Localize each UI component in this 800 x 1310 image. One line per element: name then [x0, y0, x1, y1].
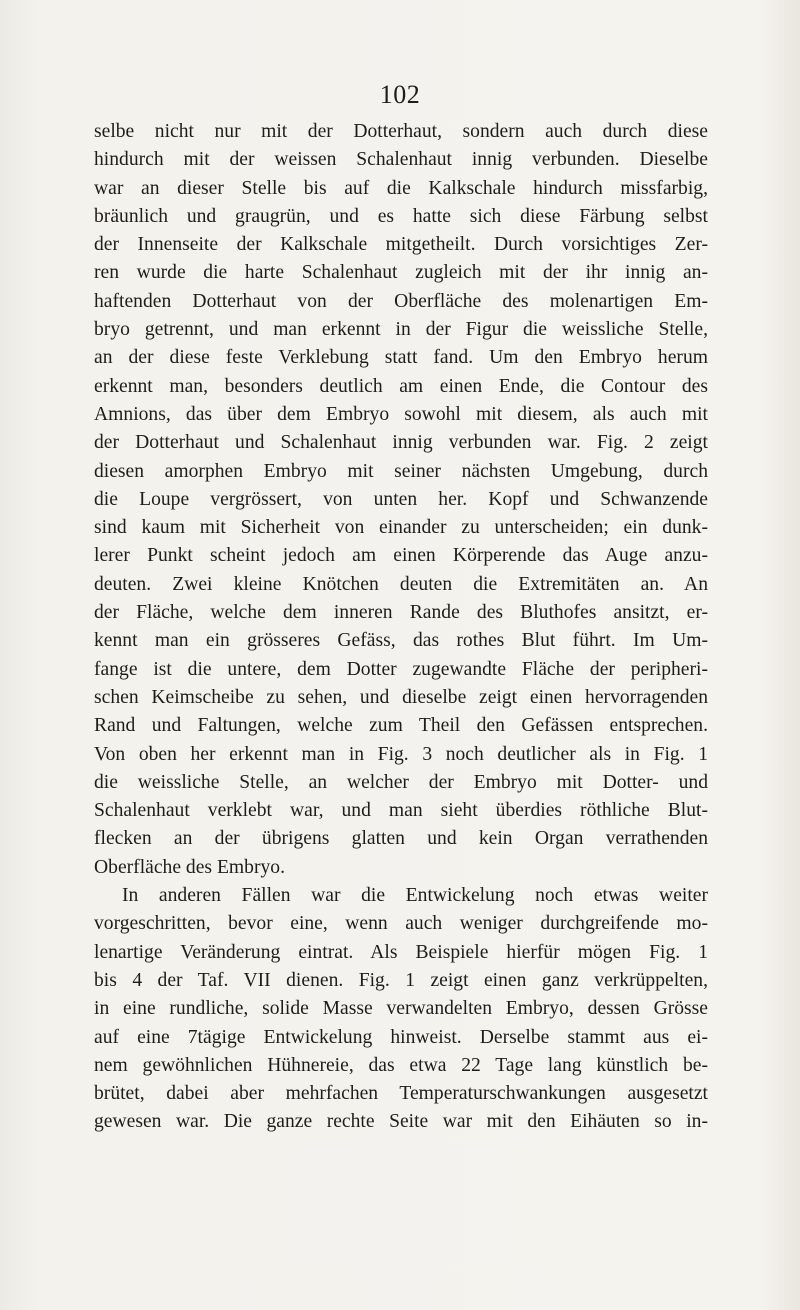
text-line: der Innenseite der Kalkschale mitgetheilt. Durch vorsichtiges Zer-	[94, 234, 708, 256]
text-line-paragraph-start: In anderen Fällen war die Entwickelung noch etwas weiter	[122, 885, 708, 907]
text-line: war an dieser Stelle bis auf die Kalkschale hindurch missfarbig,	[94, 177, 708, 199]
text-line: lerer Punkt scheint jedoch am einen Körperende das Auge anzu-	[94, 545, 708, 567]
text-line: nem gewöhnlichen Hühnereie, das etwa 22 Tage lang künstlich be-	[94, 1054, 708, 1076]
text-line: vorgeschritten, bevor eine, wenn auch weniger durchgreifende mo-	[94, 913, 708, 935]
text-line: Rand und Faltungen, welche zum Theil den Gefässen entsprechen.	[94, 715, 708, 737]
text-line: deuten. Zwei kleine Knötchen deuten die Extremitäten an. An	[94, 573, 708, 595]
text-line: erkennt man, besonders deutlich am einen Ende, die Contour des	[94, 375, 708, 397]
text-line: an der diese feste Verklebung statt fand. Um den Embryo herum	[94, 347, 708, 369]
text-line: bräunlich und graugrün, und es hatte sich diese Färbung selbst	[94, 205, 708, 227]
text-line: schen Keimscheibe zu sehen, und dieselbe zeigt einen hervorragenden	[94, 686, 708, 708]
text-line: bis 4 der Taf. VII dienen. Fig. 1 zeigt einen ganz verkrüppelten,	[94, 969, 708, 991]
page-number: 102	[379, 80, 421, 109]
text-line: flecken an der übrigens glatten und kein Organ verrathenden	[94, 828, 708, 850]
body-text	[94, 118, 708, 1137]
text-line: bryo getrennt, und man erkennt in der Figur die weissliche Stelle,	[94, 319, 708, 341]
text-line: haftenden Dotterhaut von der Oberfläche des molenartigen Em-	[94, 290, 708, 312]
text-line: selbe nicht nur mit der Dotterhaut, sondern auch durch diese	[94, 121, 708, 142]
text-line: hindurch mit der weissen Schalenhaut innig verbunden. Dieselbe	[94, 149, 708, 171]
text-line: diesen amorphen Embryo mit seiner nächsten Umgebung, durch	[94, 460, 708, 482]
text-line-paragraph-end: Oberfläche des Embryo.	[94, 856, 285, 878]
text-line: in eine rundliche, solide Masse verwandelten Embryo, dessen Grösse	[94, 998, 708, 1020]
text-line: Amnions, das über dem Embryo sowohl mit diesem, als auch mit	[94, 403, 708, 425]
text-line: sind kaum mit Sicherheit von einander zu unterscheiden; ein dunk-	[94, 517, 708, 539]
text-line: auf eine 7tägige Entwickelung hinweist. Derselbe stammt aus ei-	[94, 1026, 708, 1048]
text-line: lenartige Veränderung eintrat. Als Beispiele hierfür mögen Fig. 1	[94, 941, 708, 963]
text-line: die weissliche Stelle, an welcher der Embryo mit Dotter- und	[94, 771, 708, 793]
text-line: der Fläche, welche dem inneren Rande des Bluthofes ansitzt, er-	[94, 602, 708, 624]
text-line: die Loupe vergrössert, von unten her. Kopf und Schwanzende	[94, 488, 708, 510]
text-line: gewesen war. Die ganze rechte Seite war mit den Eihäuten so in-	[94, 1111, 708, 1133]
text-line: brütet, dabei aber mehrfachen Temperaturschwankungen ausgesetzt	[94, 1083, 708, 1105]
text-line: der Dotterhaut und Schalenhaut innig verbunden war. Fig. 2 zeigt	[94, 432, 708, 454]
text-line: fange ist die untere, dem Dotter zugewandte Fläche der peripheri-	[94, 658, 708, 680]
text-line: Von oben her erkennt man in Fig. 3 noch deutlicher als in Fig. 1	[94, 743, 708, 765]
text-line: Schalenhaut verklebt war, und man sieht überdies röthliche Blut-	[94, 800, 708, 822]
text-line: ren wurde die harte Schalenhaut zugleich mit der ihr innig an-	[94, 262, 708, 284]
text-line: kennt man ein grösseres Gefäss, das rothes Blut führt. Im Um-	[94, 630, 708, 652]
